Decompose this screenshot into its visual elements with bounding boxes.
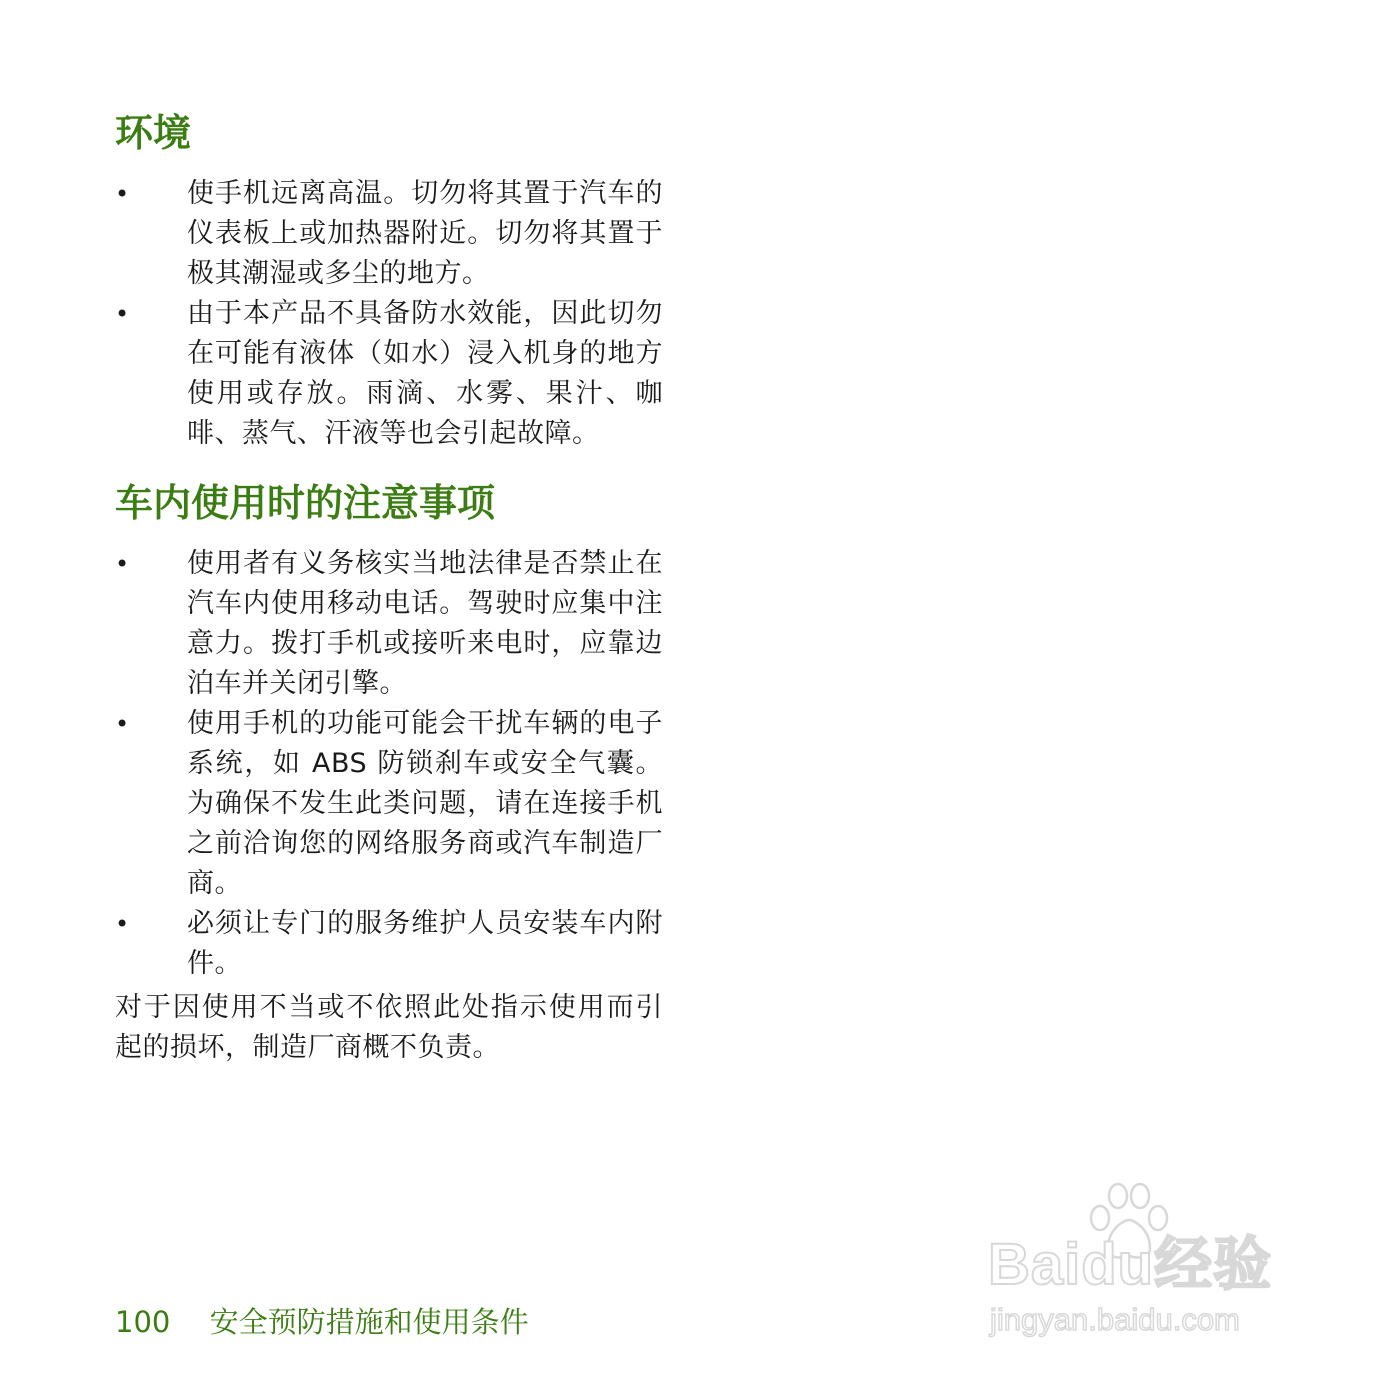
list-item-text: 使用手机的功能可能会干扰车辆的电子系统，如 ABS 防锁刹车或安全气囊。为确保不发生此类问题，请在连接手机之前洽询您的网络服务商或汽车制造厂商。	[187, 708, 663, 899]
list-item	[115, 174, 663, 294]
baidu-jingyan-watermark	[988, 1180, 1318, 1350]
watermark-url: jingyan.baidu.com	[990, 1302, 1240, 1337]
in-car-bullet-list	[115, 544, 663, 984]
bullet-icon: •	[115, 710, 130, 738]
list-item	[115, 544, 663, 704]
bullet-icon: •	[115, 550, 130, 578]
page-number: 100	[115, 1305, 171, 1339]
page-content	[115, 108, 663, 1095]
closing-paragraph: 对于因使用不当或不依照此处指示使用而引起的损坏，制造厂商概不负责。	[115, 992, 663, 1063]
section-title-environment: 环境	[115, 111, 192, 155]
list-item-text: 必须让专门的服务维护人员安装车内附件。	[187, 908, 663, 979]
environment-bullet-list	[115, 174, 663, 454]
list-item	[115, 294, 663, 454]
list-item	[115, 704, 663, 904]
list-item-text: 使手机远离高温。切勿将其置于汽车的仪表板上或加热器附近。切勿将其置于极其潮湿或多尘的地方。	[187, 178, 663, 289]
page-footer	[115, 1302, 529, 1342]
list-item	[115, 904, 663, 984]
section-title-in-car: 车内使用时的注意事项	[115, 481, 496, 525]
watermark-logo-text: Baidu经验	[988, 1232, 1273, 1297]
bullet-icon: •	[115, 300, 130, 328]
chapter-title: 安全预防措施和使用条件	[209, 1305, 529, 1339]
list-item-text: 使用者有义务核实当地法律是否禁止在汽车内使用移动电话。驾驶时应集中注意力。拨打手机或接听来电时，应靠边泊车并关闭引擎。	[187, 548, 663, 699]
list-item-text: 由于本产品不具备防水效能，因此切勿在可能有液体（如水）浸入机身的地方使用或存放。雨滴、水雾、果汁、咖啡、蒸气、汗液等也会引起故障。	[187, 298, 663, 449]
bullet-icon: •	[115, 910, 130, 938]
bullet-icon: •	[115, 180, 130, 208]
